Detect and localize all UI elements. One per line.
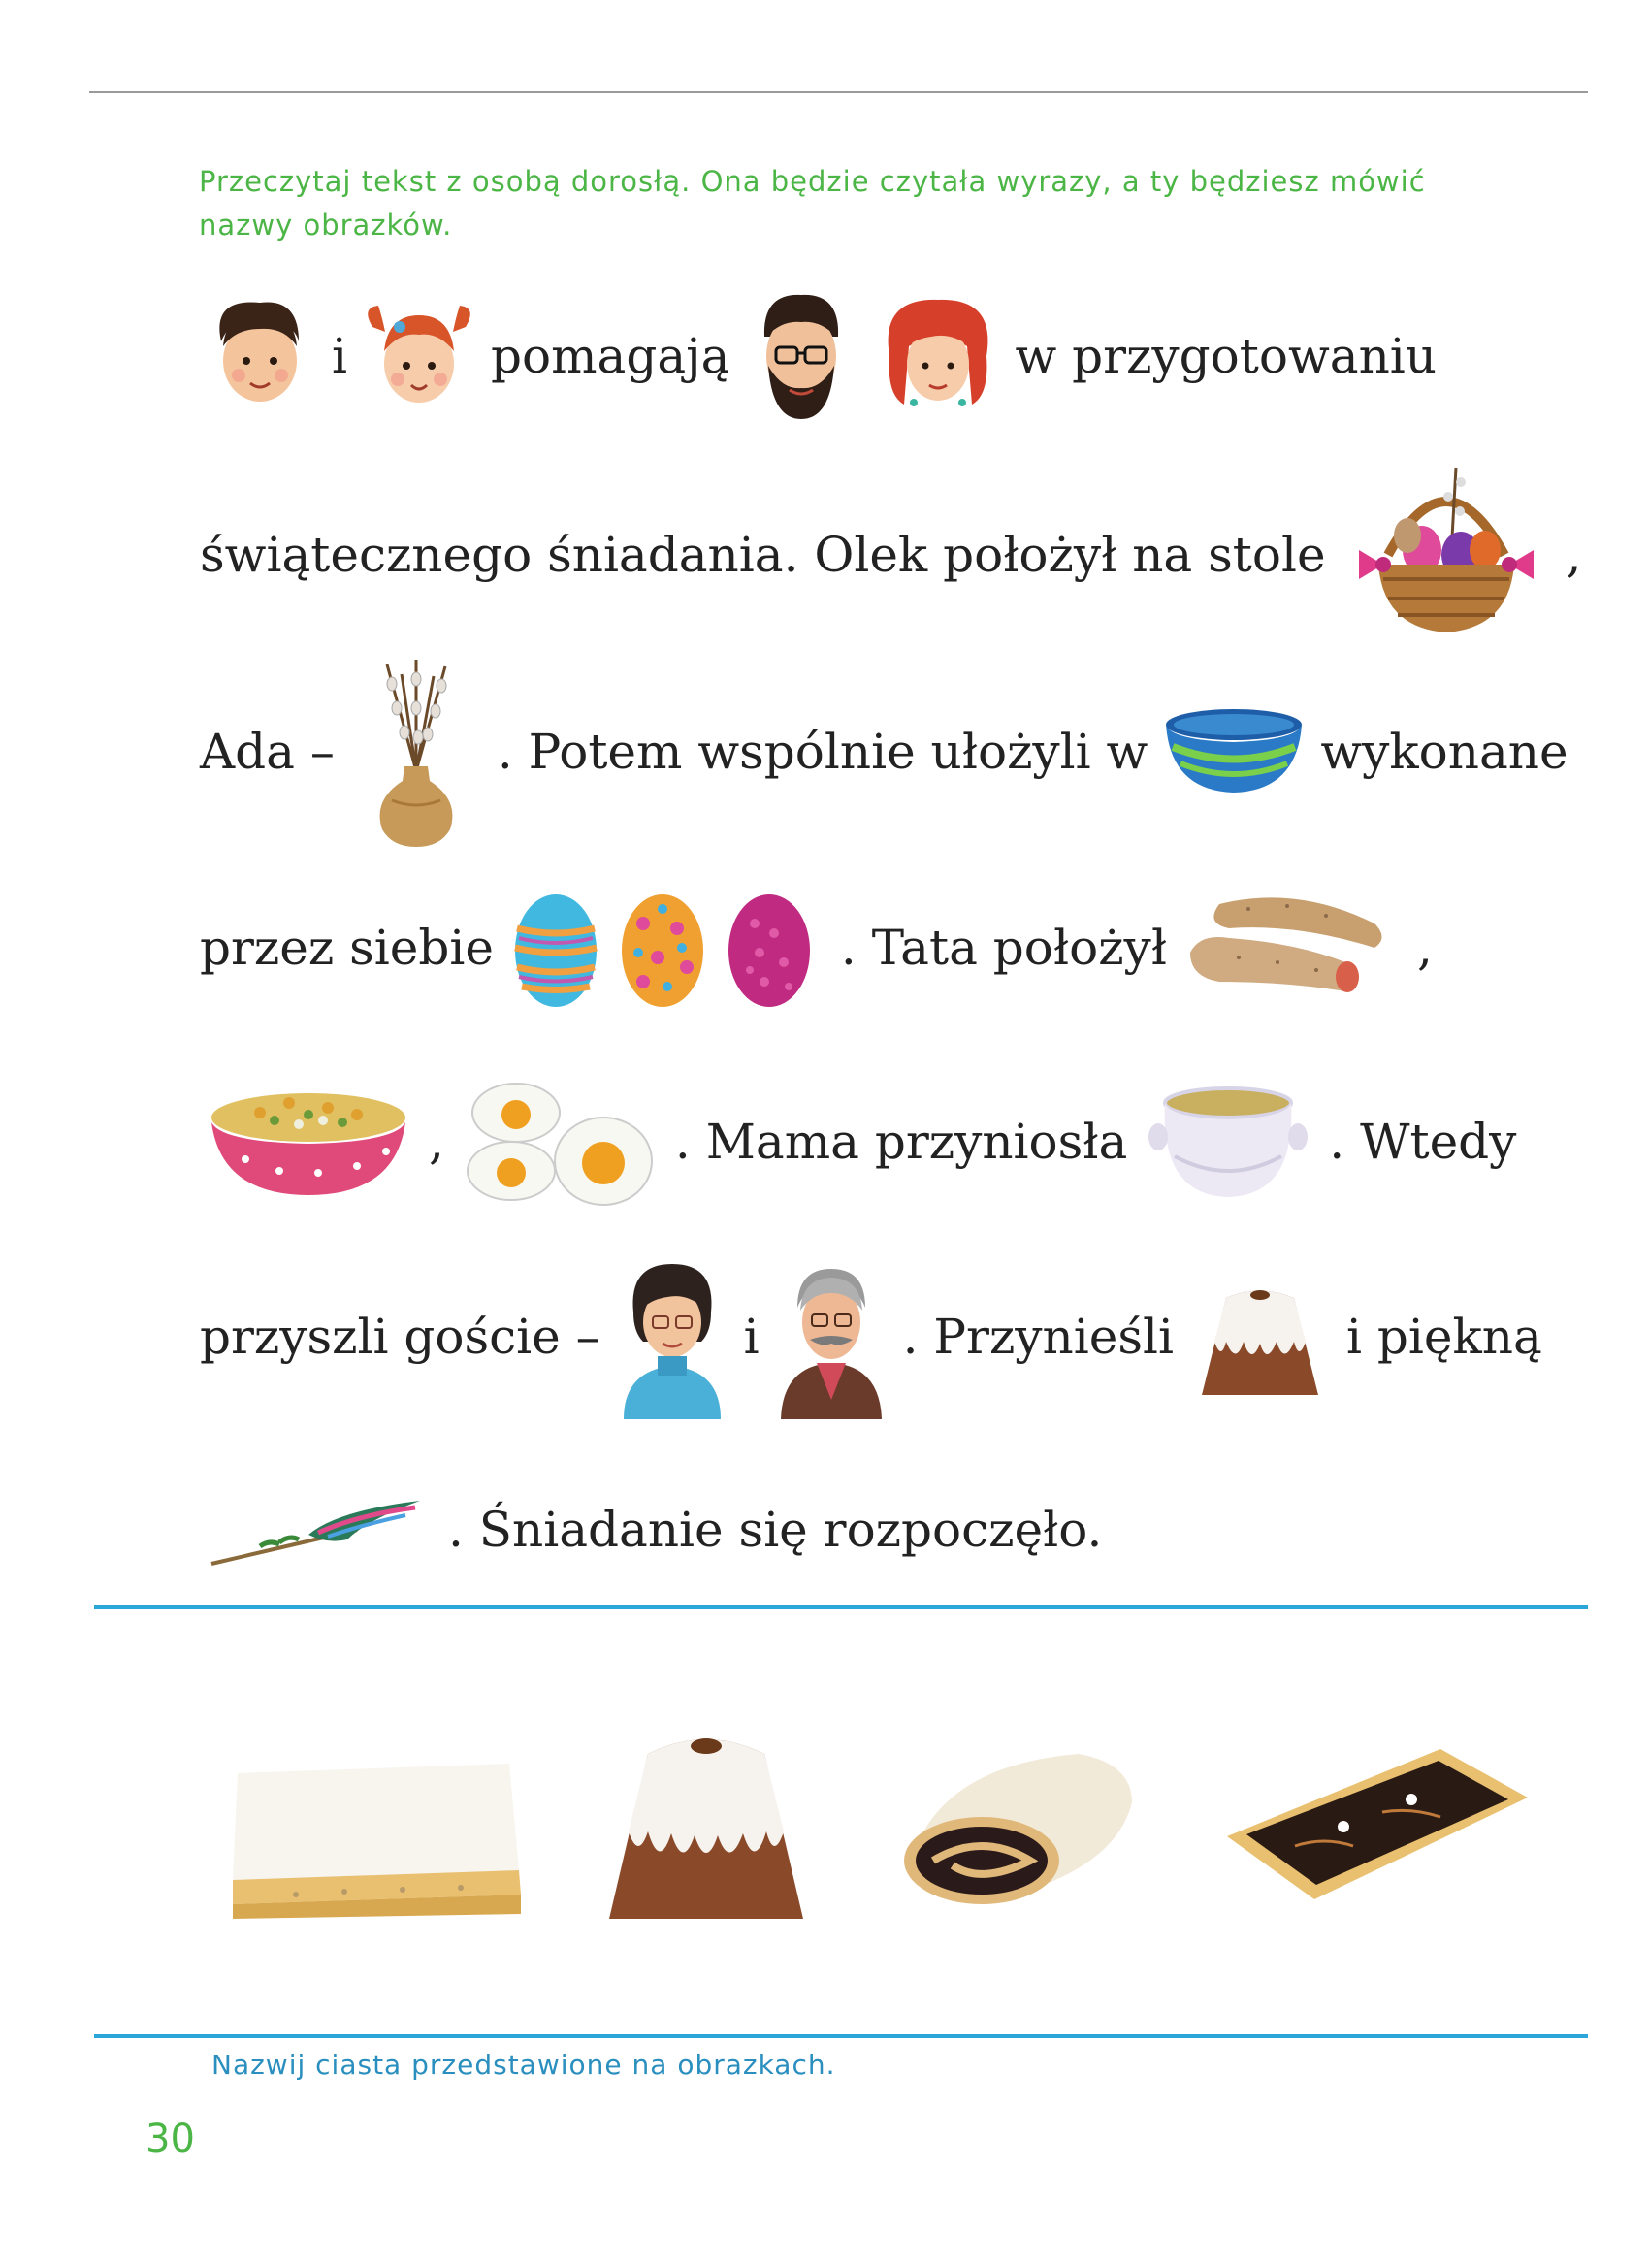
instruction-text: Przeczytaj tekst z osobą dorosłą. Ona będzie czytała wyrazy, a ty będziesz mówić nazwy obrazków. (199, 165, 1426, 242)
story-line-7: . Śniadanie się rozpoczęło. (194, 1447, 1513, 1612)
girl-face-icon (361, 288, 477, 424)
story-line-6: przyszli goście – i . Przynieśli i piękną (194, 1254, 1513, 1419)
cakes-instruction: Nazwij ciasta przedstawione na obrazkach. (211, 2049, 836, 2081)
grandpa-icon (773, 1254, 889, 1419)
divider-bottom (94, 2034, 1588, 2038)
babka-icon (599, 1715, 813, 1932)
story-line-5: , . Mama przyniosła . Wtedy (194, 1059, 1513, 1224)
story-line-2: świątecznego śniadania. Olek położył na stole , (194, 472, 1513, 637)
pussy-willow-vase-icon (348, 655, 484, 849)
mazurek-icon (1217, 1730, 1537, 1918)
boiled-egg-halves-icon (458, 1074, 662, 1210)
story-line-3: Ada – . Potem wspólnie ułożyli w wykonane (194, 669, 1513, 834)
dad-face-icon (743, 283, 859, 429)
cakes-row (218, 1707, 1537, 1940)
babka-cake-icon (1187, 1274, 1333, 1400)
top-rule (89, 91, 1588, 93)
salad-bowl-icon (202, 1084, 415, 1200)
boy-face-icon (202, 288, 318, 424)
story-line-1: i pomagają w przygotowaniu (194, 274, 1513, 438)
blue-bowl-icon (1161, 703, 1307, 800)
poppy-seed-roll-icon (885, 1725, 1147, 1923)
grandma-icon (614, 1254, 730, 1419)
cheesecake-icon (218, 1725, 529, 1923)
painted-eggs-icon (507, 885, 827, 1011)
easter-basket-icon (1340, 458, 1553, 652)
divider-top (94, 1605, 1588, 1609)
sausage-icon (1180, 885, 1404, 1011)
easter-palm-icon (202, 1486, 435, 1573)
soup-pot-icon (1141, 1079, 1315, 1205)
story-line-4: przez siebie . Tata położył , (194, 865, 1513, 1030)
page-number: 30 (146, 2117, 195, 2161)
mom-face-icon (875, 288, 1001, 424)
